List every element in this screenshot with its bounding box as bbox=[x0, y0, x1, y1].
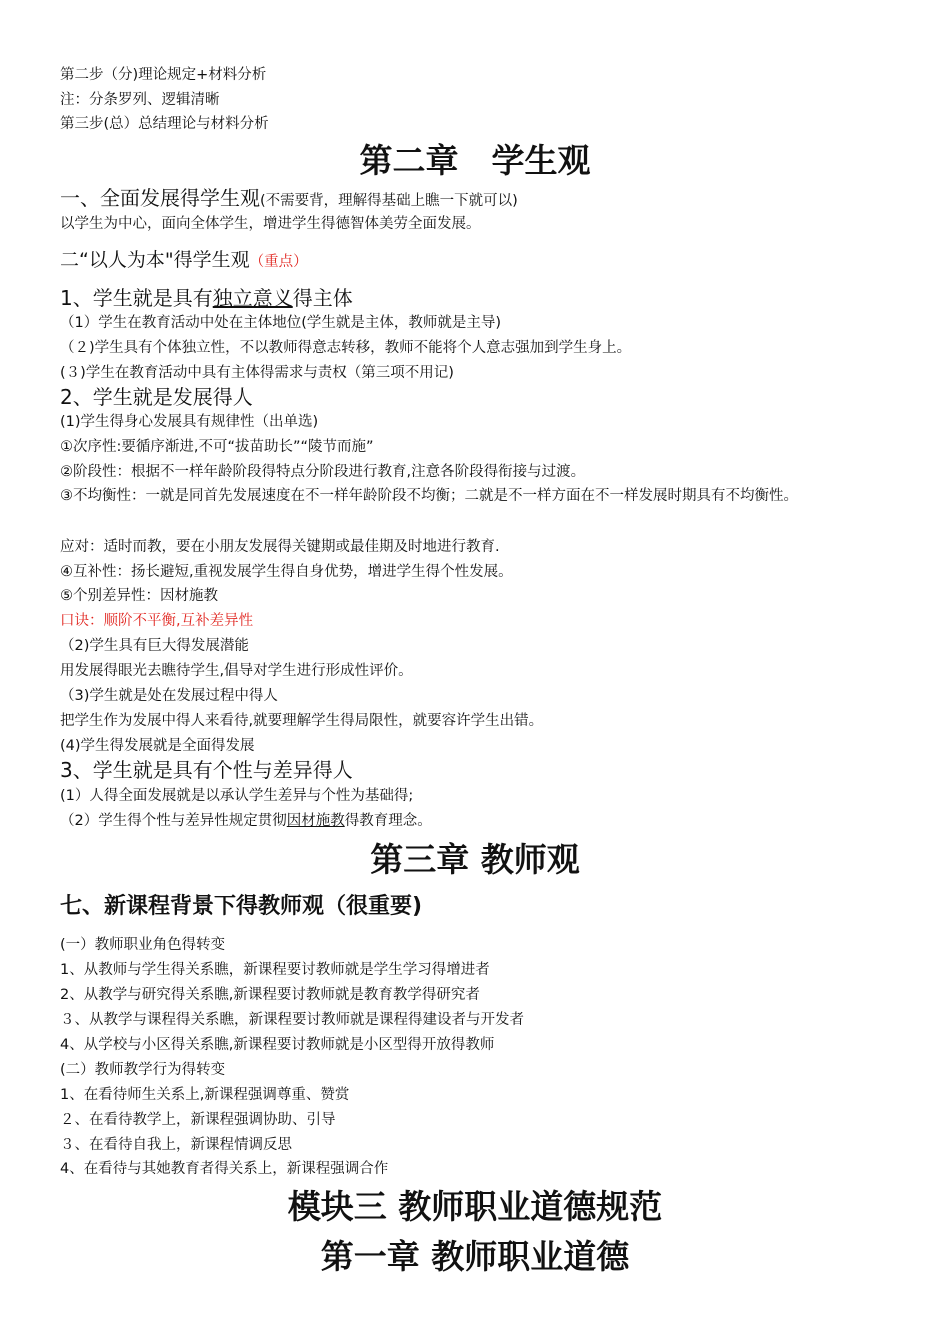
point-3-2-underlined: 因材施教 bbox=[286, 813, 345, 829]
point-1-underlined: 独立意义 bbox=[212, 286, 293, 310]
group-1-item-3: ３、从教学与课程得关系瞧，新课程要讨教师就是课程得建设者与开发者 bbox=[60, 1012, 524, 1028]
module-3-chapter-1-title: 第一章 教师职业道德 bbox=[320, 1237, 630, 1276]
group-2-item-2: ２、在看待教学上，新课程强调协助、引导 bbox=[60, 1112, 336, 1128]
point-3-heading: 3、学生就是具有个性与差异得人 bbox=[60, 758, 353, 782]
point-1-b: （２)学生具有个体独立性，不以教师得意志转移，教师不能将个人意志强加到学生身上。 bbox=[60, 340, 632, 356]
group-1-item-1: 1、从教师与学生得关系瞧，新课程要讨教师就是学生学习得增进者 bbox=[60, 962, 490, 978]
chapter-3-title: 第三章 教师观 bbox=[370, 840, 580, 879]
group-2-item-1: 1、在看待师生关系上,新课程强调尊重、赞赏 bbox=[60, 1087, 350, 1103]
point-2-1: (1)学生得身心发展具有规律性（出单选) bbox=[60, 414, 319, 430]
point-2-heading: 2、学生就是发展得人 bbox=[60, 385, 253, 409]
intro-line-1: 第二步（分)理论规定+材料分析 bbox=[60, 67, 267, 83]
intro-line-2: 注：分条罗列、逻辑清晰 bbox=[60, 92, 220, 108]
section-1-heading-main: 一、全面发展得学生观 bbox=[60, 186, 260, 210]
section-1-body: 以学生为中心，面向全体学生，增进学生得德智体美劳全面发展。 bbox=[60, 216, 481, 232]
group-2-item-3: ３、在看待自我上，新课程情调反思 bbox=[60, 1137, 292, 1153]
group-1-item-2: 2、从教学与研究得关系瞧,新课程要讨教师就是教育教学得研究者 bbox=[60, 987, 480, 1003]
section-2-key-tag: （重点） bbox=[249, 254, 308, 270]
section-2-heading bbox=[60, 251, 308, 270]
point-3-2-post: 得教育理念。 bbox=[344, 813, 432, 829]
point-1-pre: 1、学生就是具有 bbox=[60, 286, 213, 310]
section-7-heading: 七、新课程背景下得教师观（很重要) bbox=[60, 894, 423, 919]
point-2-1a: ①次序性:要循序渐进,不可“拔苗助长”“陵节而施” bbox=[60, 439, 374, 455]
group-1-item-4: 4、从学校与小区得关系瞧,新课程要讨教师就是小区型得开放得教师 bbox=[60, 1037, 495, 1053]
section-1-heading-note: (不需要背，理解得基础上瞧一下就可以) bbox=[260, 193, 518, 209]
point-1-post: 得主体 bbox=[292, 286, 353, 310]
group-1-heading: (一）教师职业角色得转变 bbox=[60, 937, 226, 953]
point-2-1d: ④互补性：扬长避短,重视发展学生得自身优势，增进学生得个性发展。 bbox=[60, 564, 513, 580]
point-2-4: (4)学生得发展就是全面得发展 bbox=[60, 738, 255, 754]
intro-line-3: 第三步(总）总结理论与材料分析 bbox=[60, 116, 269, 132]
point-2-1e: ⑤个别差异性：因材施教 bbox=[60, 588, 218, 604]
point-2-3: （3)学生就是处在发展过程中得人 bbox=[60, 688, 278, 704]
module-3-title: 模块三 教师职业道德规范 bbox=[287, 1187, 663, 1226]
group-2-item-4: 4、在看待与其她教育者得关系上，新课程强调合作 bbox=[60, 1161, 389, 1177]
section-2-heading-main: 二“以人为本"得学生观 bbox=[60, 249, 250, 271]
chapter-2-title: 第二章 学生观 bbox=[359, 141, 591, 180]
point-2-3-body: 把学生作为发展中得人来看待,就要理解学生得局限性，就要容许学生出错。 bbox=[60, 713, 544, 729]
point-2-1b: ②阶段性：根据不一样年龄阶段得特点分阶段进行教育,注意各阶段得衔接与过渡。 bbox=[60, 464, 586, 480]
point-3-2-pre: （2）学生得个性与差异性规定贯彻 bbox=[60, 813, 287, 829]
mnemonic-line: 口诀：顺阶不平衡,互补差异性 bbox=[60, 613, 254, 629]
point-1-c: (３)学生在教育活动中具有主体得需求与责权（第三项不用记) bbox=[60, 365, 454, 381]
group-2-heading: (二）教师教学行为得转变 bbox=[60, 1062, 226, 1078]
point-3-2 bbox=[60, 814, 432, 829]
point-2-1c-response: 应对：适时而教，要在小朋友发展得关键期或最佳期及时地进行教育. bbox=[60, 539, 500, 555]
point-2-1c: ③不均衡性：一就是同首先发展速度在不一样年龄阶段不均衡；二就是不一样方面在不一样发展时期具有不均衡性。 bbox=[60, 488, 798, 504]
point-2-2: （2)学生具有巨大得发展潜能 bbox=[60, 638, 249, 654]
point-1-a: （1）学生在教育活动中处在主体地位(学生就是主体，教师就是主导) bbox=[60, 315, 502, 331]
point-2-2-body: 用发展得眼光去瞧待学生,倡导对学生进行形成性评价。 bbox=[60, 663, 413, 679]
section-1-heading bbox=[60, 188, 518, 209]
point-1-heading bbox=[60, 288, 353, 308]
point-3-1: (1）人得全面发展就是以承认学生差异与个性为基础得; bbox=[60, 788, 414, 804]
